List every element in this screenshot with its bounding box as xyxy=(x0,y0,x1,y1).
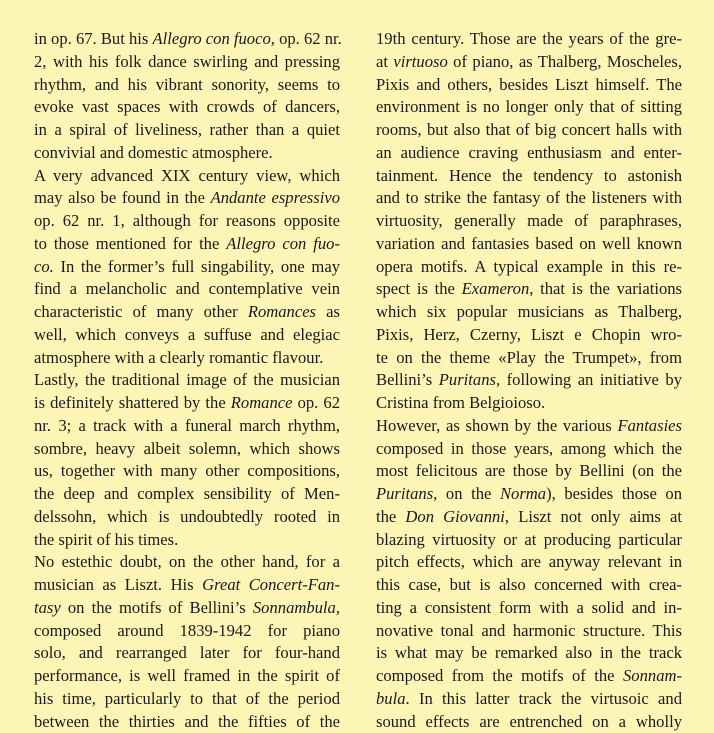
text-segment: an audience craving enthusiasm and enter- xyxy=(376,143,682,162)
text-line xyxy=(376,438,682,461)
text-line xyxy=(34,96,340,119)
text-line xyxy=(34,460,340,483)
text-line xyxy=(34,438,340,461)
text-segment: may also be found in the xyxy=(34,188,211,207)
text-line xyxy=(34,233,340,256)
text-line xyxy=(34,529,340,552)
text-segment: No estethic doubt, on the other hand, for a xyxy=(34,552,340,571)
text-segment: 2, with his folk dance swirling and pressing xyxy=(34,52,340,71)
italic-text-segment: co. xyxy=(34,257,54,276)
text-segment: this case, but is also concerned with crea- xyxy=(376,575,682,594)
italic-text-segment: tasy xyxy=(34,598,61,617)
text-segment: pitch effects, which are anyway relevant in xyxy=(376,552,682,571)
text-segment: solo, and rearranged later for four-hand xyxy=(34,643,340,662)
text-line xyxy=(34,165,340,188)
italic-text-segment: Sonnam- xyxy=(623,666,682,685)
text-line xyxy=(376,119,682,142)
text-line xyxy=(376,324,682,347)
text-segment: characteristic of many other xyxy=(34,302,248,321)
text-line xyxy=(34,369,340,392)
text-segment: the deep and complex sensibility of Men- xyxy=(34,484,340,503)
text-segment: novative tonal and harmonic structure. This xyxy=(376,621,682,640)
text-segment: blazing virtuosity or at producing particular xyxy=(376,530,682,549)
text-segment: rooms, but also that of big concert halls with xyxy=(376,120,682,139)
text-line xyxy=(34,51,340,74)
text-line xyxy=(376,392,682,415)
text-segment: te on the theme «Play the Trumpet», from xyxy=(376,348,682,367)
italic-text-segment: Allegro con fuo- xyxy=(226,234,340,253)
text-line xyxy=(376,415,682,438)
text-line xyxy=(376,506,682,529)
text-line xyxy=(376,96,682,119)
text-line xyxy=(376,483,682,506)
text-segment: op. 62 nr. 1, although for reasons opposite xyxy=(34,211,340,230)
text-segment: environment is no longer only that of sitting xyxy=(376,97,682,116)
text-segment: , op. 62 nr. xyxy=(271,29,342,48)
text-segment: , following an initiative by xyxy=(496,370,682,389)
text-line xyxy=(34,142,340,165)
text-line xyxy=(376,210,682,233)
text-segment: his time, particularly to that of the period xyxy=(34,689,340,708)
text-segment: tainment. Hence the tendency to astonish xyxy=(376,166,682,185)
text-segment: opera motifs. A typical example in this re- xyxy=(376,257,682,276)
text-segment: which six popular musicians as Thalberg, xyxy=(376,302,682,321)
text-line xyxy=(34,688,340,711)
text-segment: virtuosity, generally made of paraphrases, xyxy=(376,211,682,230)
text-segment: rhythm, and his vibrant sonority, seems to xyxy=(34,75,340,94)
text-segment: , that is the variations xyxy=(529,279,682,298)
text-line xyxy=(34,210,340,233)
text-segment: , Liszt not only aims at xyxy=(505,507,682,526)
text-segment: Pixis, Herz, Czerny, Liszt e Chopin wro- xyxy=(376,325,682,344)
text-line xyxy=(34,278,340,301)
text-segment: Cristina from Belgioioso. xyxy=(376,393,545,412)
text-line xyxy=(376,301,682,324)
text-segment: and to strike the fantasy of the listeners with xyxy=(376,188,682,207)
text-line xyxy=(34,187,340,210)
text-line xyxy=(376,142,682,165)
text-line xyxy=(376,28,682,51)
text-line xyxy=(376,51,682,74)
italic-text-segment: Allegro con fuoco xyxy=(152,29,270,48)
italic-text-segment: Romances xyxy=(248,302,316,321)
text-segment: variation and fantasies based on well known xyxy=(376,234,682,253)
text-segment: spect is the xyxy=(376,279,462,298)
text-segment: ), besides those on xyxy=(546,484,682,503)
text-segment: the spirit of his times. xyxy=(34,530,178,549)
text-line xyxy=(34,324,340,347)
text-line xyxy=(34,642,340,665)
text-line xyxy=(34,301,340,324)
text-segment: A very advanced XIX century view, which xyxy=(34,166,340,185)
text-segment: Pixis and others, besides Liszt himself. The xyxy=(376,75,682,94)
text-segment: in op. 67. But his xyxy=(34,29,152,48)
text-line xyxy=(34,28,340,51)
italic-text-segment: Don Giovanni xyxy=(405,507,504,526)
text-line xyxy=(376,74,682,97)
text-line xyxy=(34,597,340,620)
text-line xyxy=(376,165,682,188)
text-segment: Bellini’s xyxy=(376,370,439,389)
text-segment: . In this latter track the virtusoic and xyxy=(406,689,682,708)
text-line xyxy=(376,620,682,643)
text-segment: In the former’s full singability, one may xyxy=(54,257,340,276)
text-line xyxy=(376,187,682,210)
text-column-left xyxy=(34,28,340,733)
text-segment: most felicitous are those by Bellini (on the xyxy=(376,461,682,480)
text-segment: 19th century. Those are the years of the gre- xyxy=(376,29,682,48)
text-line xyxy=(376,256,682,279)
italic-text-segment: Exameron xyxy=(462,279,530,298)
text-line xyxy=(34,119,340,142)
text-segment: atmosphere with a clearly romantic flavour. xyxy=(34,348,323,367)
text-segment: evoke vast spaces with crowds of dancers, xyxy=(34,97,340,116)
italic-text-segment: virtuoso xyxy=(393,52,447,71)
text-segment: find a melancholic and contemplative vein xyxy=(34,279,340,298)
text-line xyxy=(376,665,682,688)
text-segment: to those mentioned for the xyxy=(34,234,226,253)
text-segment: on the motifs of Bellini’s xyxy=(61,598,253,617)
text-line xyxy=(34,506,340,529)
text-line xyxy=(376,233,682,256)
text-segment: in a spiral of liveliness, rather than a quiet xyxy=(34,120,340,139)
italic-text-segment: bula xyxy=(376,689,406,708)
text-line xyxy=(376,369,682,392)
text-segment: op. 62 xyxy=(293,393,340,412)
italic-text-segment: Puritans xyxy=(376,484,433,503)
text-line xyxy=(34,483,340,506)
text-segment: is definitely shattered by the xyxy=(34,393,231,412)
text-segment: sombre, heavy albeit solemn, which shows xyxy=(34,439,340,458)
text-segment: convivial and domestic atmosphere. xyxy=(34,143,273,162)
italic-text-segment: Sonnambula xyxy=(253,598,336,617)
text-segment: is what may be remarked also in the track xyxy=(376,643,682,662)
italic-text-segment: Puritans xyxy=(439,370,496,389)
text-segment: sound effects are entrenched on a wholly xyxy=(376,712,682,731)
italic-text-segment: Romance xyxy=(231,393,293,412)
text-line xyxy=(34,551,340,574)
text-line xyxy=(34,665,340,688)
text-segment: composed in those years, among which the xyxy=(376,439,682,458)
text-segment: nr. 3; a track with a funeral march rhythm, xyxy=(34,416,340,435)
text-segment: well, which conveys a suffuse and elegiac xyxy=(34,325,340,344)
text-segment: at xyxy=(376,52,393,71)
text-line xyxy=(376,460,682,483)
text-segment: However, as shown by the various xyxy=(376,416,617,435)
text-line xyxy=(34,392,340,415)
text-line xyxy=(376,551,682,574)
text-line xyxy=(34,74,340,97)
italic-text-segment: Norma xyxy=(500,484,546,503)
italic-text-segment: Fantasies xyxy=(617,416,682,435)
text-line xyxy=(376,574,682,597)
text-segment: Lastly, the traditional image of the musician xyxy=(34,370,340,389)
text-segment: composed around 1839-1942 for piano xyxy=(34,621,340,640)
text-segment: performance, is well framed in the spirit of xyxy=(34,666,340,685)
text-line xyxy=(376,278,682,301)
text-line xyxy=(376,529,682,552)
text-column-right xyxy=(376,28,682,733)
text-line xyxy=(376,597,682,620)
text-line xyxy=(34,574,340,597)
text-line xyxy=(376,347,682,370)
text-line xyxy=(34,620,340,643)
text-line xyxy=(34,415,340,438)
text-line xyxy=(376,642,682,665)
text-segment: us, together with many other compositions, xyxy=(34,461,340,480)
text-line xyxy=(376,688,682,711)
text-segment: composed from the motifs of the xyxy=(376,666,623,685)
text-segment: as xyxy=(316,302,340,321)
text-segment: between the thirties and the fifties of the xyxy=(34,712,340,731)
text-segment: the xyxy=(376,507,405,526)
text-line xyxy=(34,256,340,279)
italic-text-segment: Andante espressivo xyxy=(211,188,340,207)
text-segment: , xyxy=(336,598,340,617)
italic-text-segment: Great Concert-Fan- xyxy=(202,575,340,594)
text-segment: ting a consistent form with a solid and in- xyxy=(376,598,682,617)
text-segment: delssohn, which is undoubtedly rooted in xyxy=(34,507,340,526)
text-segment: musician as Liszt. His xyxy=(34,575,202,594)
text-segment: , on the xyxy=(433,484,500,503)
text-line xyxy=(34,347,340,370)
text-segment: of piano, as Thalberg, Moscheles, xyxy=(448,52,682,71)
